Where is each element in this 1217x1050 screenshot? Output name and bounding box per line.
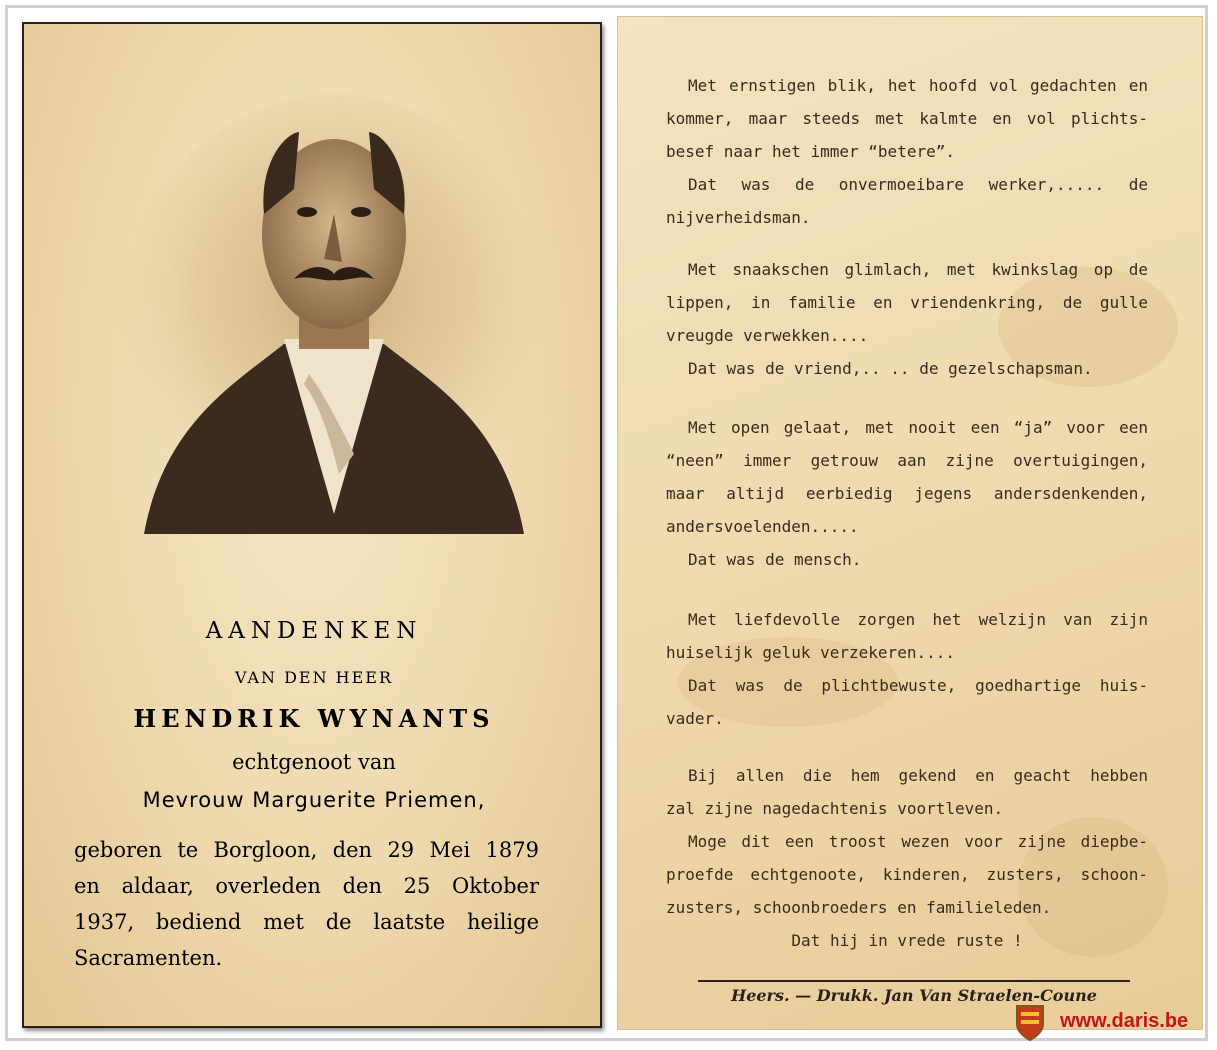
spouse-intro: echtgenoot van <box>232 750 396 774</box>
deceased-name: HENDRIK WYNANTS <box>133 704 495 733</box>
verse-line: Met open gelaat, met nooit een “ja” voor een <box>688 418 1148 437</box>
verse-line: Met snaakschen glimlach, met kwinkslag op de <box>688 260 1148 279</box>
stanza-remembrance <box>666 759 1148 957</box>
verse-line: vader. <box>666 709 724 728</box>
bio-line: 1937, bediend met de laatste heilige <box>74 910 539 934</box>
verse-line: Met ernstigen blik, het hoofd vol gedachten en <box>688 76 1148 95</box>
verse-line: lippen, in familie en vriendenkring, de gulle <box>666 293 1148 312</box>
verse-line: proefde echtgenoote, kinderen, zusters, schoon- <box>666 865 1148 884</box>
stanza-friend <box>666 253 1148 385</box>
card-subheading: VAN DEN HEER <box>234 668 394 687</box>
memorial-card-front <box>22 22 602 1028</box>
verse-line: nijverheidsman. <box>666 208 811 227</box>
verse-line: Dat was de plichtbewuste, goedhartige huis- <box>688 676 1148 695</box>
verse-line: Dat was de vriend,.. .. de gezelschapsman. <box>688 359 1093 378</box>
verse-line: maar altijd eerbiedig jegens andersdenkenden, <box>666 484 1148 503</box>
spouse-name: Mevrouw Marguerite Priemen, <box>142 788 486 812</box>
stanza-worker <box>666 69 1148 234</box>
bio-line: Sacramenten. <box>74 946 223 970</box>
verse-line: Dat was de mensch. <box>688 550 862 569</box>
verse-line: Bij allen die hem gekend en geacht hebben <box>688 766 1148 785</box>
verse-line: huiselijk geluk verzekeren.... <box>666 643 955 662</box>
coat-of-arms-icon <box>1013 1002 1047 1042</box>
verse-line: “neen” immer getrouw aan zijne overtuigingen, <box>666 451 1148 470</box>
memorial-card-back <box>617 16 1203 1030</box>
verse-line: Dat was de onvermoeibare werker,..... de <box>688 175 1148 194</box>
watermark-text: www.daris.be <box>1060 1010 1189 1032</box>
verse-line: kommer, maar steeds met kalmte en vol plichts- <box>666 109 1148 128</box>
card-heading: AANDENKEN <box>205 618 423 644</box>
verse-line: Moge dit een troost wezen voor zijne diepbe- <box>688 832 1148 851</box>
verse-line: andersvoelenden..... <box>666 517 859 536</box>
stanza-father <box>666 603 1148 735</box>
bio-line: geboren te Borgloon, den 29 Mei 1879 <box>74 838 539 862</box>
verse-line: Met liefdevolle zorgen het welzijn van zijn <box>688 610 1148 629</box>
verse-line: besef naar het immer “betere”. <box>666 142 955 161</box>
verse-line: vreugde verwekken.... <box>666 326 869 345</box>
verse-line: zusters, schoonbroeders en familieleden. <box>666 898 1052 917</box>
verse-line: Dat hij in vrede ruste ! <box>791 931 1023 950</box>
divider-rule <box>698 980 1130 982</box>
printer-credit: Heers. — Drukk. Jan Van Straelen-Coune <box>731 986 1097 1005</box>
stanza-man <box>666 411 1148 576</box>
bio-line: en aldaar, overleden den 25 Oktober <box>74 874 539 898</box>
portrait-photo <box>124 94 544 544</box>
verse-line: zal zijne nagedachtenis voortleven. <box>666 799 1004 818</box>
biography-text <box>74 832 539 976</box>
